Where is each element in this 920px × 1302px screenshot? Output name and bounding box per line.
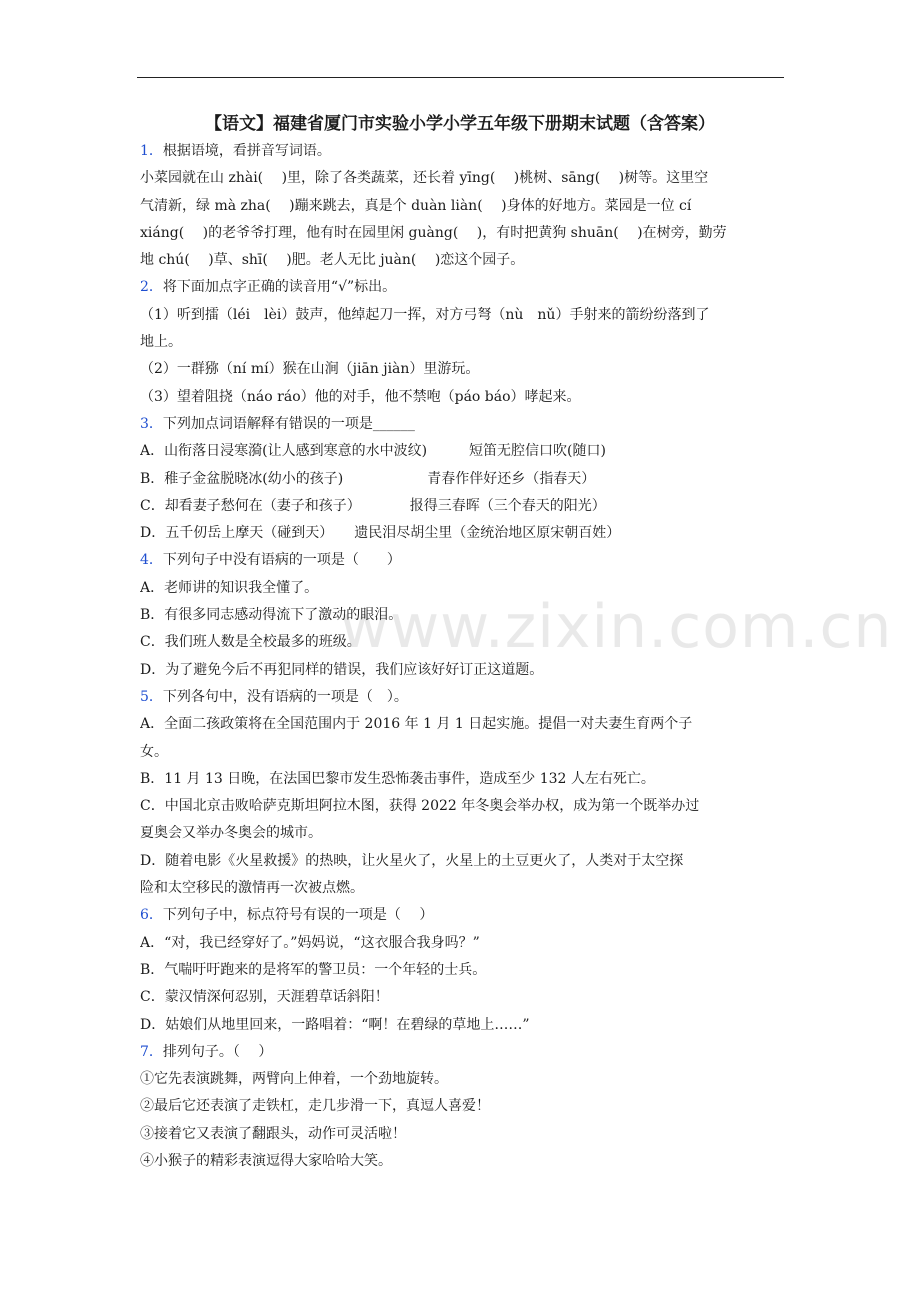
- question-stem: 排列句子。（ ）: [162, 1043, 273, 1060]
- question-3: [140, 411, 780, 438]
- question-1: [140, 138, 780, 165]
- question-number: 3．: [140, 415, 163, 432]
- option-a-cont: 女。: [140, 743, 168, 760]
- question-5: [140, 684, 780, 711]
- passage-line: 小菜园就在山 zhài( )里，除了各类蔬菜，还长着 yīng( )桃树、sāng( )树等。这里空: [140, 170, 709, 187]
- header-rule: [137, 77, 784, 78]
- question-stem: 下列各句中，没有语病的一项是（ ）。: [162, 688, 408, 705]
- question-6: [140, 902, 780, 929]
- option-c: C．中国北京击败哈萨克斯坦阿拉木图，获得 2022 年冬奥会举办权，成为第一个既举办过: [140, 798, 700, 815]
- question-stem: 下列句子中没有语病的一项是（ ）: [162, 552, 401, 569]
- option-b: B．气喘吁吁跑来的是将军的警卫员：一个年轻的士兵。: [140, 961, 487, 978]
- question-stem: 下列句子中，标点符号有误的一项是（ ）: [162, 907, 434, 924]
- question-number: 6．: [140, 907, 163, 924]
- question-7: [140, 1039, 780, 1066]
- question-number: 4．: [140, 552, 163, 569]
- question-number: 2．: [140, 279, 163, 296]
- question-4: [140, 547, 780, 574]
- option-d-cont: 险和太空移民的激情再一次被点燃。: [140, 880, 364, 897]
- option-a: A．全面二孩政策将在全国范围内于 2016 年 1 月 1 日起实施。提倡一对夫妻生育两个子: [140, 716, 693, 733]
- sub-item: （3）望着阻挠（náo ráo）他的对手，他不禁咆（páo báo）哮起来。: [140, 388, 581, 405]
- question-number: 1．: [140, 143, 163, 159]
- option-d: D．为了避免今后不再犯同样的错误，我们应该好好订正这道题。: [140, 661, 544, 678]
- option-c: C．蒙汉情深何忍别，天涯碧草话斜阳！: [140, 989, 389, 1006]
- sub-item: 地上。: [140, 334, 182, 351]
- option-c: C．我们班人数是全校最多的班级。: [140, 634, 361, 651]
- sub-item: （1）听到擂（léi lèi）鼓声，他绰起刀一挥，对方弓弩（nù nǔ）手射来的箭纷纷落到了: [140, 306, 710, 323]
- option-a: A．老师讲的知识我全懂了。: [140, 579, 319, 596]
- question-2: [140, 274, 780, 301]
- option-b: B．有很多同志感动得流下了激动的眼泪。: [140, 607, 403, 624]
- sentence-item: ②最后它还表演了走铁杠，走几步滑一下，真逗人喜爱！: [140, 1098, 490, 1115]
- sentence-item: ③接着它又表演了翻跟头，动作可灵活啦！: [140, 1125, 406, 1142]
- question-stem: 下列加点词语解释有错误的一项是______: [162, 415, 415, 432]
- sentence-item: ④小猴子的精彩表演逗得大家哈哈大笑。: [140, 1152, 392, 1169]
- option-c: C．却看妻子愁何在（妻子和孩子） 报得三春晖（三个春天的阳光）: [140, 497, 606, 514]
- question-number: 5．: [140, 688, 163, 705]
- option-d: D．姑娘们从地里回来，一路唱着：“啊！在碧绿的草地上……”: [140, 1016, 530, 1033]
- option-b: B．稚子金盆脱晓冰(幼小的孩子) 青春作伴好还乡（指春天）: [140, 470, 596, 487]
- passage-line: xiáng( )的老爷爷打理，他有时在园里闲 guàng( )，有时把黄狗 shuān( )在树旁，勤劳: [140, 224, 727, 241]
- option-a: A．山衔落日浸寒漪(让人感到寒意的水中波纹) 短笛无腔信口吹(随口): [140, 443, 606, 460]
- option-a: A．“对，我已经穿好了。”妈妈说，“这衣服合我身吗？”: [140, 934, 480, 951]
- exam-page: [140, 112, 780, 1175]
- watermark-text: www.zixin.com.cn: [340, 592, 893, 662]
- passage-line: 气清新，绿 mà zha( )蹦来跳去，真是个 duàn liàn( )身体的好地方。菜园是一位 cí: [140, 197, 692, 214]
- option-d: D．随着电影《火星救援》的热映，让火星火了，火星上的土豆更火了，人类对于太空探: [140, 852, 684, 869]
- option-b: B．11 月 13 日晚，在法国巴黎市发生恐怖袭击事件，造成至少 132 人左右死亡。: [140, 770, 655, 787]
- option-d: D．五千仞岳上摩天（碰到天） 遗民泪尽胡尘里（金统治地区原宋朝百姓）: [140, 525, 621, 542]
- question-stem: 根据语境，看拼音写词语。: [162, 143, 331, 159]
- option-c-cont: 夏奥会又举办冬奥会的城市。: [140, 825, 322, 842]
- passage-line: 地 chú( )草、shī( )肥。老人无比 juàn( )恋这个园子。: [140, 252, 525, 269]
- question-stem: 将下面加点字正确的读音用“√”标出。: [162, 279, 397, 296]
- question-number: 7．: [140, 1043, 163, 1060]
- sub-item: （2）一群猕（ní mí）猴在山涧（jiān jiàn）里游玩。: [140, 361, 480, 378]
- page-title: 【语文】福建省厦门市实验小学小学五年级下册期末试题（含答案）: [205, 114, 715, 134]
- sentence-item: ①它先表演跳舞，两臂向上伸着，一个劲地旋转。: [140, 1071, 448, 1088]
